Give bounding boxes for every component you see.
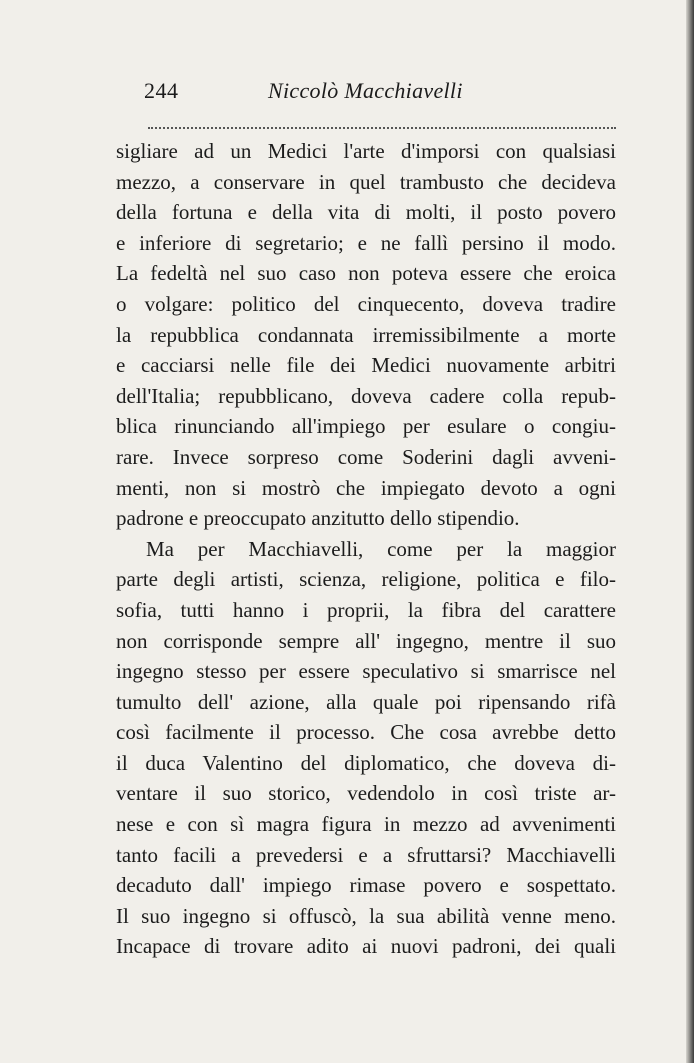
text-line: sigliare ad un Medici l'arte d'imporsi con qualsiasi — [116, 139, 616, 163]
text-line: e inferiore di segretario; e ne fallì persino il modo. — [116, 230, 616, 255]
text-line: Incapace di trovare adito ai nuovi padroni, dei quali — [116, 934, 616, 959]
text-line: Il suo ingegno si offuscò, la sua abilità venne meno. — [116, 903, 616, 928]
text-line: la repubblica condannata irremissibilmente a morte — [116, 322, 616, 347]
text-line: mezzo, a conservare in quel trambusto che decideva — [116, 169, 616, 194]
page-number: 244 — [144, 78, 179, 103]
text-line: o volgare: politico del cinquecento, doveva tradire — [116, 291, 616, 316]
text-line: menti, non si mostrò che impiegato devoto a ogni — [116, 475, 616, 500]
text-line: blica rinunciando all'impiego per esulare o congiu- — [116, 414, 616, 439]
text-line: ventare il suo storico, vedendolo in così triste ar- — [116, 781, 616, 806]
text-line: il duca Valentino del diplomatico, che doveva di- — [116, 750, 616, 775]
header-dotted-rule — [148, 127, 616, 129]
text-line: e cacciarsi nelle file dei Medici nuovamente arbitri — [116, 353, 616, 378]
body-text — [116, 136, 616, 962]
running-title: Niccolò Macchiavelli — [268, 78, 463, 103]
text-line: Ma per Macchiavelli, come per la maggior — [146, 536, 616, 561]
text-line: padrone e preoccupato anzitutto dello stipendio. — [116, 506, 520, 531]
text-line: parte degli artisti, scienza, religione, politica e filo- — [116, 567, 616, 592]
text-line: tanto facili a prevedersi e a sfruttarsi? Macchiavelli — [116, 842, 616, 867]
text-line: non corrisponde sempre all' ingegno, mentre il suo — [116, 628, 616, 653]
page-edge-shadow — [686, 0, 694, 1063]
text-line: decaduto dall' impiego rimase povero e sospettato. — [116, 873, 616, 898]
text-line: della fortuna e della vita di molti, il posto povero — [116, 200, 616, 225]
text-line: tumulto dell' azione, alla quale poi ripensando rifà — [116, 689, 616, 714]
text-line: dell'Italia; repubblicano, doveva cadere colla repub- — [116, 383, 616, 408]
text-line: La fedeltà nel suo caso non poteva essere che eroica — [116, 261, 616, 286]
text-line: rare. Invece sorpreso come Soderini dagli avveni- — [116, 444, 616, 469]
text-line: nese e con sì magra figura in mezzo ad avvenimenti — [116, 812, 616, 837]
text-line: così facilmente il processo. Che cosa avrebbe detto — [116, 720, 616, 745]
text-line: ingegno stesso per essere speculativo si smarrisce nel — [116, 659, 616, 684]
text-line: sofia, tutti hanno i proprii, la fibra del carattere — [116, 597, 616, 622]
